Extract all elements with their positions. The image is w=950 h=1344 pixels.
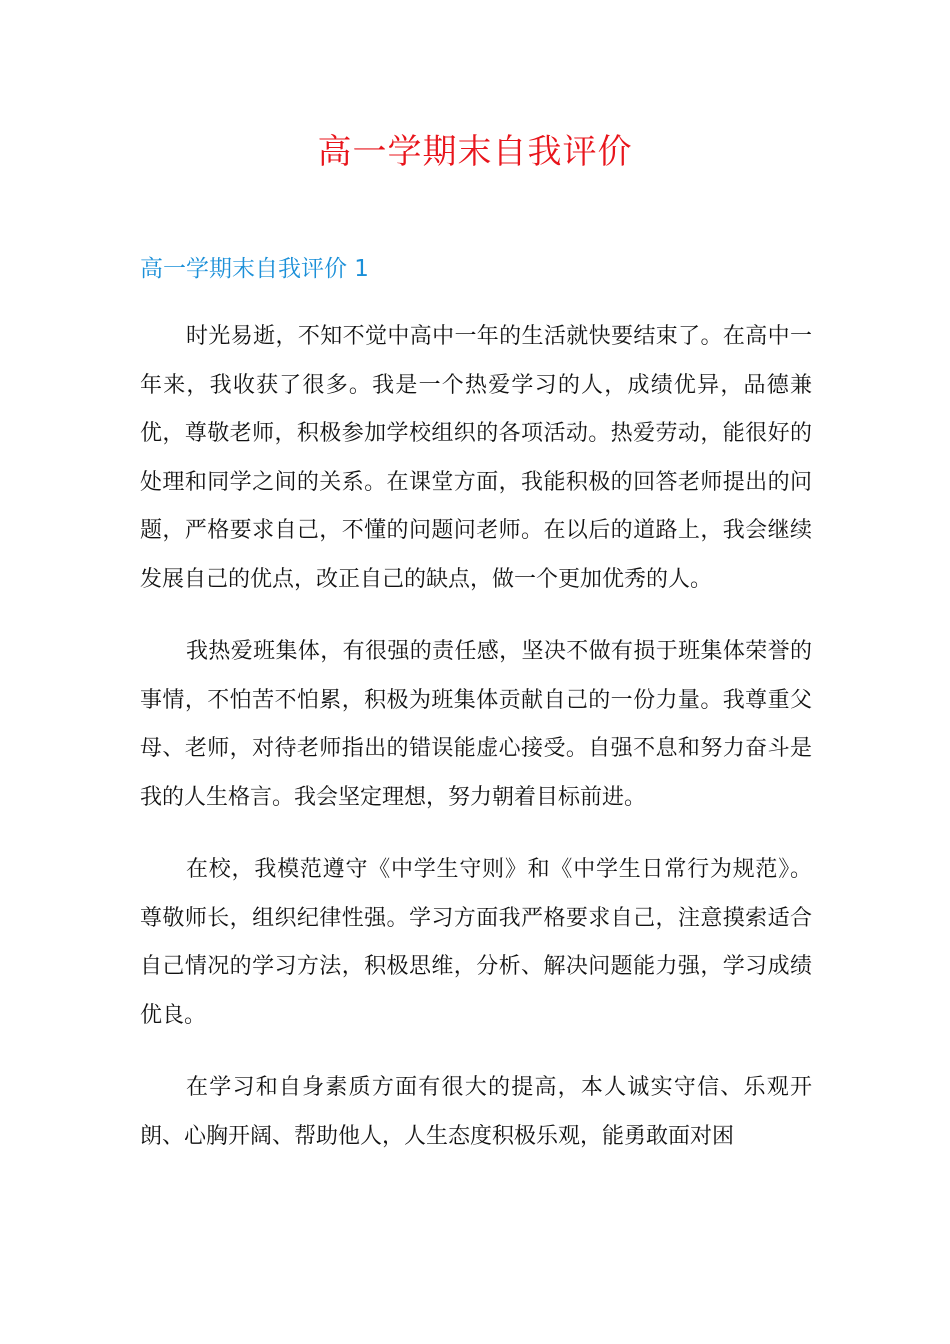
paragraph: 在校，我模范遵守《中学生守则》和《中学生日常行为规范》。尊敬师长，组织纪律性强。学习方面我严格要求自己，注意摸索适合自己情况的学习方法，积极思维，分析、解决问题能力强，学习成绩优良。 [140,857,812,1028]
paragraph: 在学习和自身素质方面有很大的提高，本人诚实守信、乐观开朗、心胸开阔、帮助他人，人生态度积极乐观，能勇敢面对困 [140,1075,812,1149]
paragraph: 时光易逝，不知不觉中高中一年的生活就快要结束了。在高中一年来，我收获了很多。我是一个热爱学习的人，成绩优异，品德兼优，尊敬老师，积极参加学校组织的各项活动。热爱劳动，能很好的处理和同学之间的关系。在课堂方面，我能积极的回答老师提出的问题，严格要求自己，不懂的问题问老师。在以后的道路上，我会继续发展自己的优点，改正自己的缺点，做一个更加优秀的人。 [140,324,812,592]
paragraph: 我热爱班集体，有很强的责任感，坚决不做有损于班集体荣誉的事情，不怕苦不怕累，积极为班集体贡献自己的一份力量。我尊重父母、老师，对待老师指出的错误能虚心接受。自强不息和努力奋斗是我的人生格言。我会坚定理想，努力朝着目标前进。 [140,639,812,810]
document-body [140,313,812,1185]
section-heading: 高一学期末自我评价 1 [140,256,369,282]
document-title: 高一学期末自我评价 [317,132,633,172]
